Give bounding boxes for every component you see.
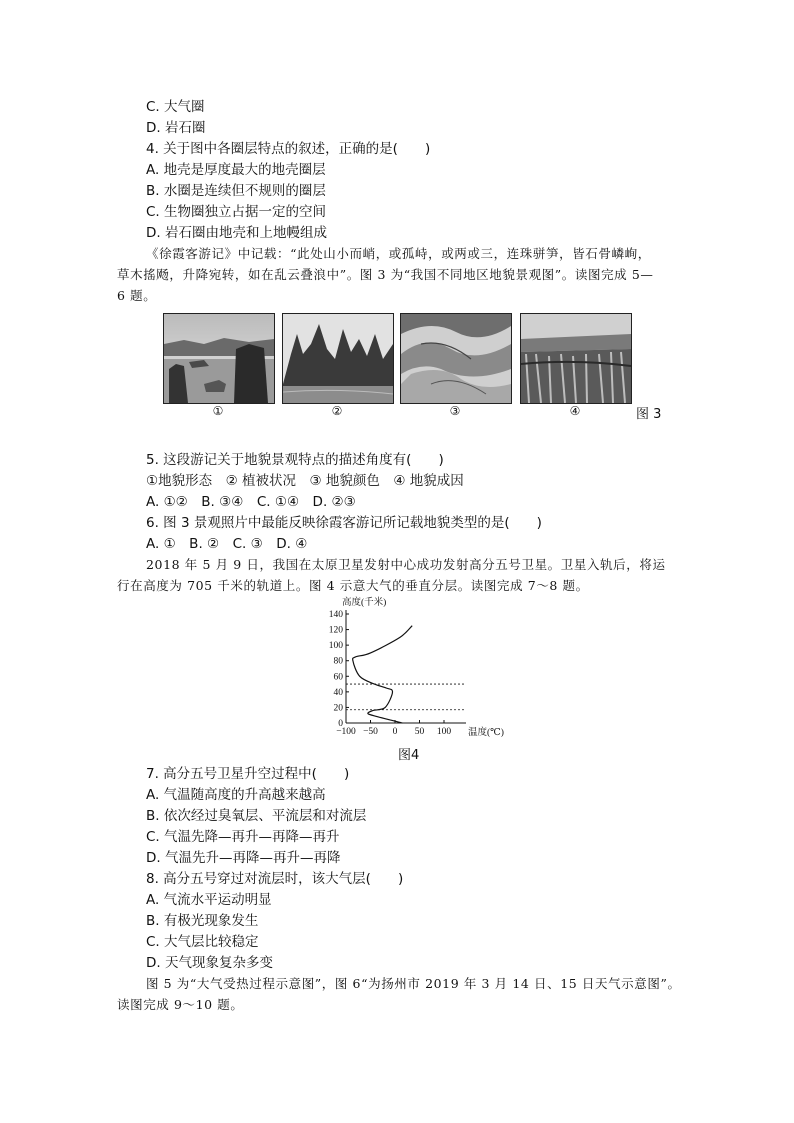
q8-option-a: A. 气流水平运动明显: [146, 892, 272, 908]
q5-options: A. ①② B. ③④ C. ①④ D. ②③: [146, 494, 356, 510]
q6-stem: 6. 图 3 景观照片中最能反映徐霞客游记所记载地貌类型的是( ): [146, 515, 542, 531]
q8-option-d: D. 天气现象复杂多变: [146, 955, 273, 971]
q8-option-b: B. 有极光现象发生: [146, 913, 259, 929]
passage2-line1: 2018 年 5 月 9 日，我国在太原卫星发射中心成功发射高分五号卫星。卫星入轨后，将运: [146, 557, 666, 572]
y-tick-label: 60: [333, 672, 343, 683]
q6-options: A. ① B. ② C. ③ D. ④: [146, 536, 308, 552]
q8-option-c: C. 大气层比较稳定: [146, 934, 259, 950]
chart-ylabel: 高度(千米): [342, 598, 387, 608]
photo-label-3: ③: [449, 404, 461, 418]
figure3-caption: 图 3: [636, 407, 662, 422]
q7-option-c: C. 气温先降—再升—再降—再升: [146, 829, 340, 845]
q3-option-c: C. 大气圈: [146, 99, 205, 115]
x-tick-label: −50: [363, 727, 378, 737]
atmosphere-temperature-chart: [318, 596, 508, 742]
chart-ticks: [329, 610, 452, 737]
q4-option-a: A. 地壳是厚度最大的地壳圈层: [146, 162, 326, 178]
photo-label-4: ④: [569, 404, 581, 418]
temperature-curve: [353, 626, 413, 723]
passage3-line2: 读图完成 9～10 题。: [117, 997, 244, 1012]
q7-option-a: A. 气温随高度的升高越来越高: [146, 787, 326, 803]
y-tick-label: 0: [338, 719, 343, 729]
q4-option-d: D. 岩石圈由地壳和上地幔组成: [146, 225, 327, 241]
photo-loess-plateau: [520, 313, 632, 404]
chart-reference-lines: [346, 684, 466, 710]
q3-option-d: D. 岩石圈: [146, 120, 206, 136]
q5-stem: 5. 这段游记关于地貌景观特点的描述角度有( ): [146, 452, 444, 468]
q4-option-b: B. 水圈是连续但不规则的圈层: [146, 183, 326, 199]
figure4-caption: 图4: [398, 748, 420, 763]
x-tick-label: 0: [392, 727, 398, 737]
y-tick-label: 20: [333, 703, 343, 714]
y-tick-label: 140: [328, 610, 343, 620]
q4-stem: 4. 关于图中各圈层特点的叙述，正确的是( ): [146, 141, 431, 157]
photo-karst-peaks: [282, 313, 394, 404]
passage2-line2: 行在高度为 705 千米的轨道上。图 4 示意大气的垂直分层。读图完成 7～8 题。: [117, 578, 589, 593]
y-tick-label: 40: [333, 687, 343, 698]
q5-items: ①地貌形态 ② 植被状况 ③ 地貌颜色 ④ 地貌成因: [146, 473, 464, 489]
q7-stem: 7. 高分五号卫星升空过程中( ): [146, 766, 350, 782]
photo-desert-dunes: [400, 313, 512, 404]
photo-danxia-landform: [163, 313, 275, 404]
q7-option-d: D. 气温先升—再降—再升—再降: [146, 850, 341, 866]
y-tick-label: 80: [333, 656, 343, 667]
x-tick-label: 50: [414, 727, 425, 737]
photo-label-1: ①: [212, 404, 224, 418]
y-tick-label: 120: [328, 625, 343, 636]
x-tick-label: 100: [436, 727, 452, 737]
chart-xlabel: 温度(℃): [468, 728, 504, 738]
x-tick-label: −100: [336, 727, 356, 737]
q8-stem: 8. 高分五号穿过对流层时，该大气层( ): [146, 871, 404, 887]
photo-label-2: ②: [331, 404, 343, 418]
passage1-line3: 6 题。: [117, 288, 157, 303]
chart-axes: [346, 610, 466, 723]
q4-option-c: C. 生物圈独立占据一定的空间: [146, 204, 327, 220]
y-tick-label: 100: [328, 641, 343, 652]
passage3-line1: 图 5 为“大气受热过程示意图”，图 6“为扬州市 2019 年 3 月 14 日、15 日天气示意图”。: [146, 976, 681, 991]
q7-option-b: B. 依次经过臭氧层、平流层和对流层: [146, 808, 367, 824]
passage1-line2: 草木搖飏，升降宛转，如在乱云叠浪中”。图 3 为“我国不同地区地貌景观图”。读图完成 5—: [117, 267, 654, 282]
passage1-line1: 《徐霞客游记》中记载：“此处山小而峭，或孤峙，或两或三，连珠骈笋，皆石骨嶙峋，: [146, 246, 651, 261]
